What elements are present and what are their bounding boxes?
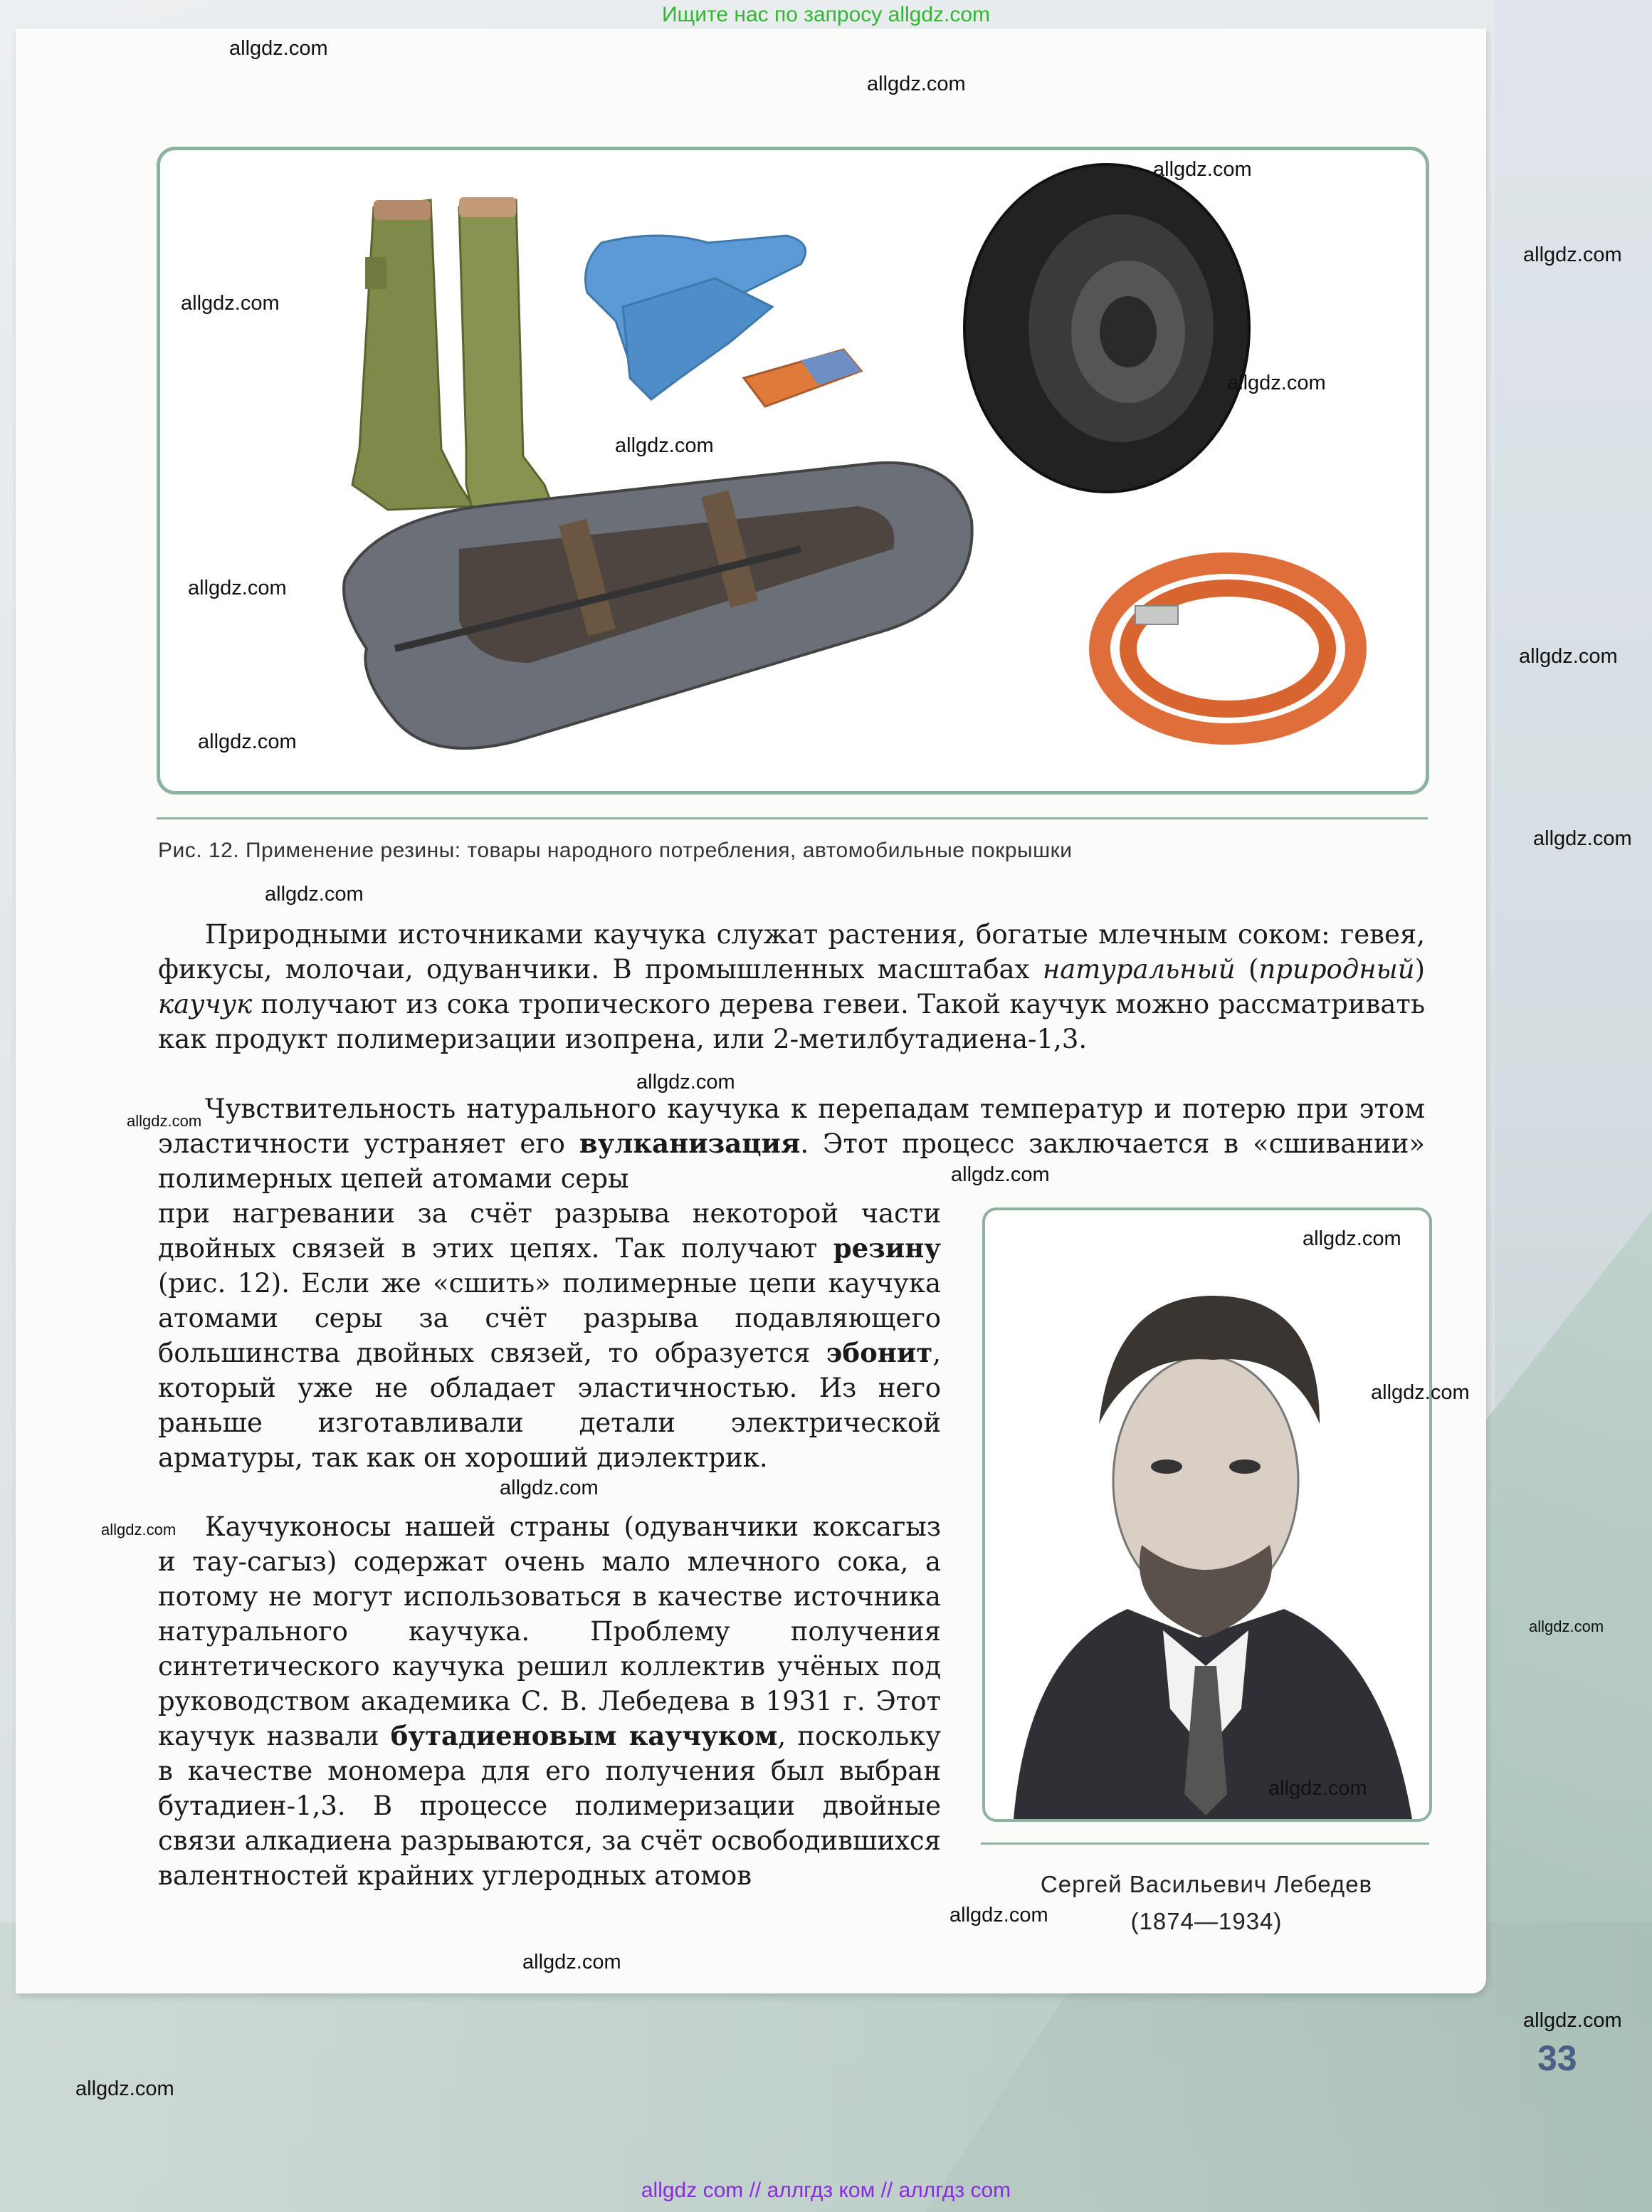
tire-image [964,164,1249,492]
hose-image [1100,563,1356,734]
watermark: allgdz.com [1519,645,1618,668]
watermark: allgdz.com [1227,372,1326,394]
paragraph-2-top [158,1091,1425,1196]
text-span: ( [1235,954,1259,985]
paragraph-1 [158,917,1425,1057]
term-butadiene-rubber: бутадиеновым каучуком [390,1720,778,1751]
watermark: allgdz.com [75,2077,174,2100]
watermark: allgdz.com [951,1163,1050,1186]
portrait-image [985,1210,1429,1819]
text-span: Чувствительность натурального каучука к перепадам температур и потерю при этом эластичности устраняет его [158,1094,1425,1159]
bottom-banner[interactable]: allgdz com // аллгдз ком // аллгдз com [641,2179,1011,2202]
text-span: при нагревании за счёт разрыва некоторой части двойных связей в этих цепях. Так получают [158,1198,941,1264]
watermark: allgdz.com [101,1521,177,1539]
watermark: allgdz.com [198,730,297,753]
figure-frame [157,147,1429,795]
watermark: allgdz.com [1529,1618,1604,1635]
watermark: allgdz.com [615,434,714,457]
text-span: Природными источниками каучука служат растения, богатые млечным соком: гевея, фикусы, молочаи, одуванчики. В промышленных масштабах [158,919,1425,985]
top-banner[interactable]: Ищите нас по запросу allgdz.com [661,3,991,26]
watermark: allgdz.com [500,1477,599,1499]
figure-illustration [160,150,1426,791]
watermark: allgdz.com [1523,243,1622,266]
term-vulcanization: вулканизация [579,1128,801,1159]
watermark: allgdz.com [127,1112,202,1130]
text-span: получают из сока тропического дерева гевеи. Такой каучук можно рассматривать как продукт полимеризации изопрена, или 2-метилбутадиена-1,3. [158,989,1425,1054]
watermark: allgdz.com [1523,2009,1622,2032]
text-span: , поскольку в качестве мономера для его получения был выбран бутадиен-1,3. В процессе полимеризации двойные связи алкадиена разрываются, за счёт освободившихся валентностей крайних углеродных атомов [158,1721,941,1891]
text-span: ) [1414,954,1425,985]
portrait-name: Сергей Васильевич Лебедев [1040,1871,1373,1897]
term-natural: натуральный [1042,954,1236,985]
watermark: allgdz.com [867,73,966,95]
watermark: allgdz.com [1371,1381,1470,1404]
term-natural-2: природный [1258,954,1415,985]
rubber-boots-image [352,197,555,513]
page-number: 33 [1537,2038,1577,2078]
text-span: (рис. 12). Если же «сшить» полимерные цепи каучука атомами серы за счёт разрыва подавляющего большинства двойных связей, то образуется [158,1268,941,1368]
paragraph-3 [158,1509,941,1893]
watermark: allgdz.com [1533,827,1632,850]
figure-caption: Рис. 12. Применение резины: товары народного потребления, автомобильные покрышки [158,839,1073,862]
watermark: allgdz.com [181,292,280,315]
watermark: allgdz.com [229,37,328,60]
caption-divider [157,817,1428,819]
watermark: allgdz.com [636,1071,735,1094]
watermark: allgdz.com [1153,158,1252,181]
term-rubber-resin: резину [833,1232,941,1264]
portrait-frame [982,1207,1432,1822]
term-ebonite: эбонит [826,1337,933,1368]
watermark: allgdz.com [265,883,364,906]
watermark: allgdz.com [1268,1777,1367,1800]
watermark: allgdz.com [188,577,287,599]
watermark: allgdz.com [1303,1227,1401,1250]
portrait-years: (1874—1934) [1130,1908,1283,1934]
watermark: allgdz.com [949,1904,1048,1927]
portrait-divider [981,1843,1429,1845]
eraser-image [744,350,861,407]
watermark: allgdz.com [522,1951,621,1973]
term-rubber: каучук [158,989,253,1019]
text-span: . Этот процесс заключается в «сшивании» полимерных цепей атомами серы [158,1128,1425,1194]
text-span: , который уже не обладает эластичностью. Из него раньше изготавливали детали электрической арматуры, так как он хороший диэлектрик. [158,1338,941,1473]
text-span: Каучуконосы нашей страны (одуванчики коксагыз и тау-сагыз) содержат очень мало млечного сока, а потому не могут использоваться в качестве источника натурального каучука. Проблему получения синтетического каучука решил коллектив учёных под руководством академика С. В. Лебедева в 1931 г. Этот каучук назвали [158,1511,941,1751]
paragraph-2-bottom [158,1196,941,1475]
